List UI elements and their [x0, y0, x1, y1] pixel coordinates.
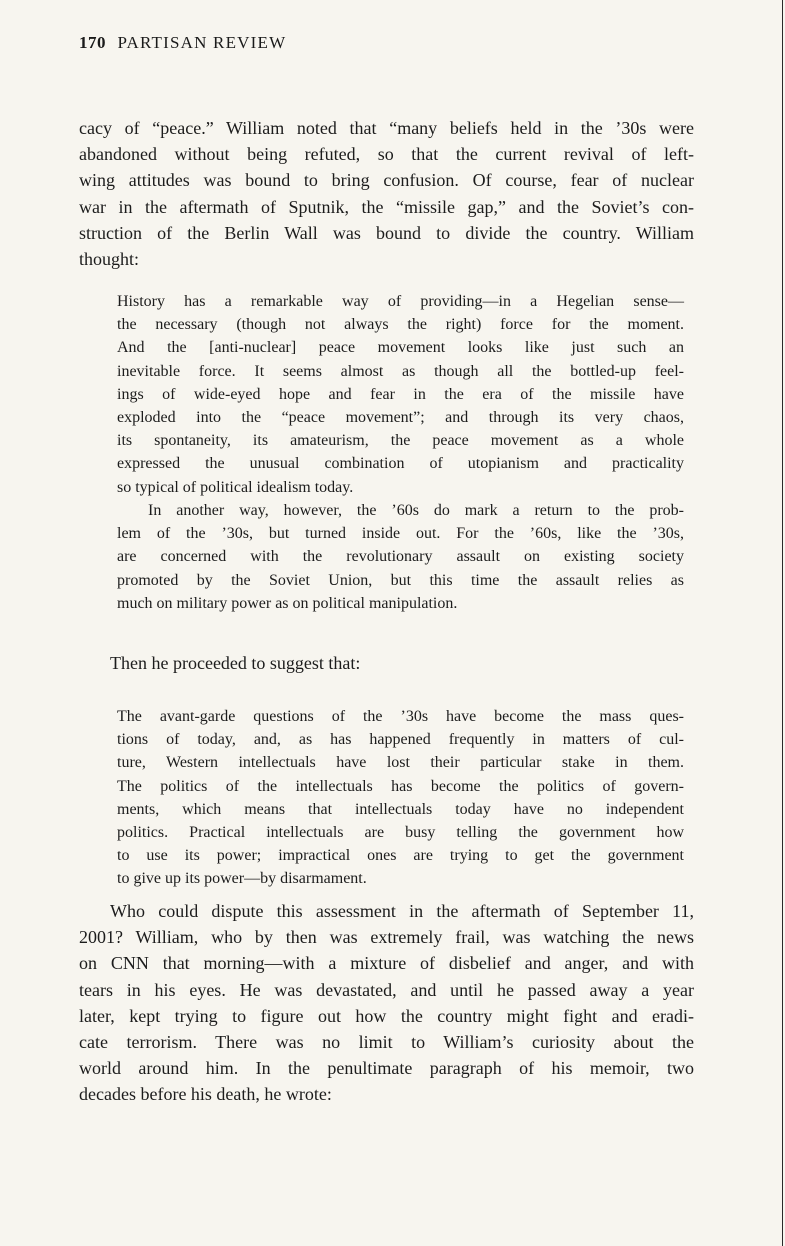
quote-line: tions of today, and, as has happened frequently in matters of cul- [117, 731, 684, 749]
quote-line: The avant-garde questions of the ’30s have become the mass ques- [117, 708, 684, 725]
block-quote-1 [117, 290, 684, 499]
text-line: struction of the Berlin Wall was bound to divide the country. William [79, 222, 694, 243]
quote-line: to give up its power—by disarmament. [117, 870, 367, 888]
text-line: later, kept trying to figure out how the country might fight and eradi- [79, 1005, 694, 1026]
quote-line: The politics of the intellectuals has become the politics of govern- [117, 777, 684, 795]
text-line: abandoned without being refuted, so that the current revival of left- [79, 144, 694, 165]
text-line: decades before his death, he wrote: [79, 1084, 332, 1105]
text-line: tears in his eyes. He was devastated, and until he passed away a year [79, 979, 694, 1000]
text-line: war in the aftermath of Sputnik, the “missile gap,” and the Soviet’s con- [79, 196, 694, 217]
text-line: Who could dispute this assessment in the aftermath of September 11, [110, 901, 694, 921]
quote-line: to use its power; impractical ones are trying to get the government [117, 847, 684, 865]
text-line: thought: [79, 249, 140, 270]
quote-line: expressed the unusual combination of utopianism and practicality [117, 455, 684, 473]
paragraph-2 [79, 650, 694, 676]
quote-line: politics. Practical intellectuals are busy telling the government how [117, 824, 684, 842]
text-line: on CNN that morning—with a mixture of disbelief and anger, and with [79, 953, 694, 974]
quote-line: much on military power as on political manipulation. [117, 594, 458, 612]
quote-line: ings of wide-eyed hope and fear in the era of the missile have [117, 385, 684, 403]
text-line: cacy of “peace.” William noted that “many beliefs held in the ’30s were [79, 118, 694, 138]
running-head [79, 33, 286, 53]
block-quote-3 [117, 705, 684, 891]
quote-line: exploded into the “peace movement”; and through its very chaos, [117, 409, 684, 427]
quote-line: In another way, however, the ’60s do mark a return to the prob- [148, 502, 684, 519]
text-line: Then he proceeded to suggest that: [110, 653, 361, 673]
text-line: wing attitudes was bound to bring confusion. Of course, fear of nuclear [79, 170, 694, 191]
page-edge-rule [782, 0, 783, 1246]
quote-line: ture, Western intellectuals have lost their particular stake in them. [117, 754, 684, 772]
quote-line: History has a remarkable way of providing—in a Hegelian sense— [117, 293, 684, 310]
text-line: cate terrorism. There was no limit to William’s curiosity about the [79, 1032, 694, 1053]
journal-title: PARTISAN REVIEW [117, 33, 287, 52]
quote-line: promoted by the Soviet Union, but this time the assault relies as [117, 571, 684, 589]
quote-line: inevitable force. It seems almost as though all the bottled-up feel- [117, 362, 684, 380]
quote-line: its spontaneity, its amateurism, the peace movement as a whole [117, 432, 684, 450]
paragraph-1 [79, 115, 694, 272]
page-number: 170 [79, 33, 106, 52]
quote-line: ments, which means that intellectuals today have no independent [117, 800, 684, 818]
paragraph-3 [79, 898, 694, 1108]
quote-line: the necessary (though not always the right) force for the moment. [117, 316, 684, 334]
block-quote-2 [117, 499, 684, 615]
quote-line: so typical of political idealism today. [117, 478, 354, 496]
quote-line: And the [anti-nuclear] peace movement looks like just such an [117, 339, 684, 357]
quote-line: are concerned with the revolutionary assault on existing society [117, 548, 684, 566]
quote-line: lem of the ’30s, but turned inside out. For the ’60s, like the ’30s, [117, 525, 684, 543]
text-line: 2001? William, who by then was extremely frail, was watching the news [79, 927, 694, 948]
text-line: world around him. In the penultimate paragraph of his memoir, two [79, 1058, 694, 1079]
